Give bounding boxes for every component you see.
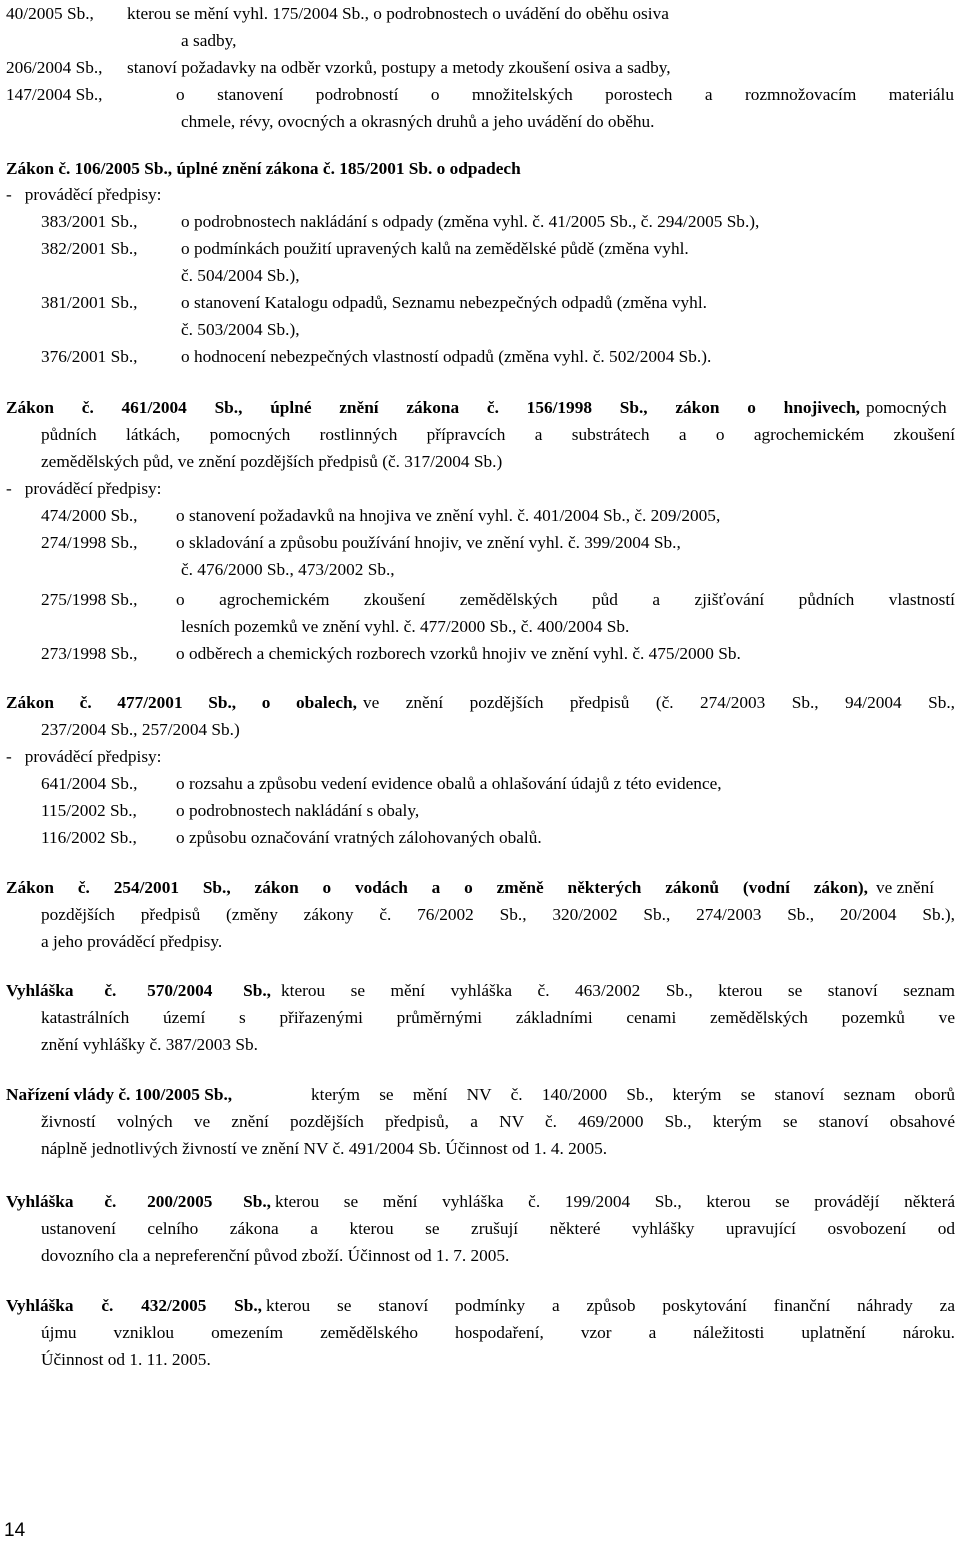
regulation-number: 116/2002 Sb.,: [41, 828, 137, 847]
law-title-rest: kterou se mění vyhláška č. 463/2002 Sb., kterou se stanoví seznam: [281, 981, 955, 1000]
list-item-continuation: [0, 613, 960, 640]
regulation-description: o hodnocení nebezpečných vlastností odpadů (změna vyhl. č. 502/2004 Sb.).: [181, 347, 712, 366]
law-title-rest: kterou se mění vyhláška č. 199/2004 Sb., kterou se provádějí některá: [275, 1192, 955, 1211]
law-description: Účinnost od 1. 11. 2005.: [41, 1350, 211, 1369]
regulation-description: o rozsahu a způsobu vedení evidence obalů a ohlašování údajů z této evidence,: [176, 774, 722, 793]
law-title: Zákon č. 461/2004 Sb., úplné znění zákona č. 156/1998 Sb., zákon o hnojivech,: [6, 398, 860, 417]
law-title-rest: kterou se stanoví podmínky a způsob poskytování finanční náhrady za: [266, 1296, 955, 1315]
regulation-description: chmele, révy, ovocných a okrasných druhů a jeho uvádění do oběhu.: [181, 112, 655, 131]
sub-heading: [0, 475, 960, 502]
regulation-description: o způsobu označování vratných zálohovaných obalů.: [176, 828, 542, 847]
law-heading: [0, 689, 960, 716]
list-item: [0, 824, 960, 851]
paragraph-line: [0, 448, 960, 475]
regulation-number: 206/2004 Sb.,: [6, 58, 103, 77]
regulation-number: 474/2000 Sb.,: [41, 506, 138, 525]
law-title: Vyhláška č. 432/2005 Sb.,: [6, 1296, 262, 1315]
law-heading: [0, 1081, 960, 1108]
list-item: [0, 0, 960, 27]
list-item: [0, 343, 960, 370]
law-title-rest: ve znění pozdějších předpisů (č. 274/2003 Sb., 94/2004 Sb.,: [363, 693, 955, 712]
list-item-continuation: [0, 262, 960, 289]
law-description: újmu vzniklou omezením zemědělského hospodaření, vzor a náležitosti uplatnění nároku.: [41, 1323, 955, 1342]
law-title: Vyhláška č. 200/2005 Sb.,: [6, 1192, 271, 1211]
regulation-number: 641/2004 Sb.,: [41, 774, 138, 793]
list-item-continuation: [0, 316, 960, 343]
implementing-regulations-label: - prováděcí předpisy:: [6, 479, 162, 498]
law-title: Zákon č. 106/2005 Sb., úplné znění zákona č. 185/2001 Sb. o odpadech: [6, 159, 521, 178]
list-item: [0, 770, 960, 797]
law-heading: [0, 155, 960, 182]
law-title: Nařízení vlády č. 100/2005 Sb.,: [6, 1085, 233, 1104]
law-title: Zákon č. 254/2001 Sb., zákon o vodách a o změně některých zákonů (vodní zákon),: [6, 878, 868, 897]
paragraph-line: [0, 1346, 960, 1373]
law-description: náplně jednotlivých živností ve znění NV č. 491/2004 Sb. Účinnost od 1. 4. 2005.: [41, 1139, 608, 1158]
list-item: [0, 797, 960, 824]
law-description: znění vyhlášky č. 387/2003 Sb.: [41, 1035, 258, 1054]
regulation-number: 115/2002 Sb.,: [41, 801, 137, 820]
regulation-number: 147/2004 Sb.,: [6, 85, 103, 104]
regulation-number: 274/1998 Sb.,: [41, 533, 138, 552]
list-item: [0, 235, 960, 262]
law-description: pozdějších předpisů (změny zákony č. 76/2002 Sb., 320/2002 Sb., 274/2003 Sb., 20/2004 Sb.),: [41, 905, 955, 924]
regulation-number: 382/2001 Sb.,: [41, 239, 138, 258]
regulation-description: č. 476/2000 Sb., 473/2002 Sb.,: [181, 560, 395, 579]
list-item: [0, 208, 960, 235]
paragraph-line: [0, 1004, 960, 1031]
sub-heading: [0, 743, 960, 770]
regulation-number: 275/1998 Sb.,: [41, 590, 138, 609]
sub-heading: [0, 181, 960, 208]
paragraph-line: [0, 716, 960, 743]
list-item: [0, 54, 960, 81]
list-item: [0, 502, 960, 529]
law-heading: [0, 977, 960, 1004]
regulation-number: 40/2005 Sb.,: [6, 4, 94, 23]
regulation-description: o odběrech a chemických rozborech vzorků hnojiv ve znění vyhl. č. 475/2000 Sb.: [176, 644, 741, 663]
paragraph-line: [0, 1108, 960, 1135]
regulation-description: stanoví požadavky na odběr vzorků, postupy a metody zkoušení osiva a sadby,: [127, 58, 671, 77]
implementing-regulations-label: - prováděcí předpisy:: [6, 185, 162, 204]
law-description: 237/2004 Sb., 257/2004 Sb.): [41, 720, 240, 739]
law-title-rest: ve znění: [876, 878, 935, 897]
law-heading: [0, 1188, 960, 1215]
law-heading: [0, 394, 960, 421]
paragraph-line: [0, 1031, 960, 1058]
list-item: [0, 529, 960, 556]
law-description: půdních látkách, pomocných rostlinných přípravcích a substrátech a o agrochemickém zkoušení: [41, 425, 955, 444]
list-item: [0, 289, 960, 316]
list-item-continuation: [0, 556, 960, 583]
law-description: katastrálních území s přiřazenými průměrnými základními cenami zemědělských pozemků ve: [41, 1008, 955, 1027]
regulation-description: o stanovení Katalogu odpadů, Seznamu nebezpečných odpadů (změna vyhl.: [181, 293, 707, 312]
regulation-description: o podrobnostech nakládání s obaly,: [176, 801, 420, 820]
regulation-description: o stanovení požadavků na hnojiva ve znění vyhl. č. 401/2004 Sb., č. 209/2005,: [176, 506, 721, 525]
law-description: ustanovení celního zákona a kterou se zrušují některé vyhlášky upravující osvobození od: [41, 1219, 955, 1238]
page-number: 14: [4, 1520, 26, 1541]
law-description: zemědělských půd, ve znění pozdějších předpisů (č. 317/2004 Sb.): [41, 452, 503, 471]
regulation-number: 383/2001 Sb.,: [41, 212, 138, 231]
law-description: a jeho prováděcí předpisy.: [41, 932, 223, 951]
implementing-regulations-label: - prováděcí předpisy:: [6, 747, 162, 766]
paragraph-line: [0, 901, 960, 928]
regulation-description: č. 504/2004 Sb.),: [181, 266, 300, 285]
regulation-description: o podmínkách použití upravených kalů na zemědělské půdě (změna vyhl.: [181, 239, 689, 258]
regulation-number: 381/2001 Sb.,: [41, 293, 138, 312]
law-heading: [0, 874, 960, 901]
law-description: dovozního cla a nepreferenční původ zboží. Účinnost od 1. 7. 2005.: [41, 1246, 510, 1265]
law-title-rest: pomocných: [866, 398, 947, 417]
list-item-continuation: [0, 108, 960, 135]
regulation-description: a sadby,: [181, 31, 237, 50]
paragraph-line: [0, 928, 960, 955]
list-item: [0, 640, 960, 667]
regulation-description: kterou se mění vyhl. 175/2004 Sb., o podrobnostech o uvádění do oběhu osiva: [127, 4, 669, 23]
regulation-description: č. 503/2004 Sb.),: [181, 320, 300, 339]
paragraph-line: [0, 421, 960, 448]
paragraph-line: [0, 1135, 960, 1162]
list-item-continuation: [0, 27, 960, 54]
regulation-number: 273/1998 Sb.,: [41, 644, 138, 663]
law-heading: [0, 1292, 960, 1319]
regulation-description: o agrochemickém zkoušení zemědělských půd a zjišťování půdních vlastností: [176, 590, 955, 609]
law-title-rest: kterým se mění NV č. 140/2000 Sb., kterým se stanoví seznam oborů: [311, 1085, 955, 1104]
list-item: [0, 81, 960, 108]
law-title: Vyhláška č. 570/2004 Sb.,: [6, 981, 271, 1000]
paragraph-line: [0, 1319, 960, 1346]
list-item: [0, 586, 960, 613]
regulation-description: lesních pozemků ve znění vyhl. č. 477/2000 Sb., č. 400/2004 Sb.: [181, 617, 630, 636]
regulation-description: o skladování a způsobu používání hnojiv, ve znění vyhl. č. 399/2004 Sb.,: [176, 533, 681, 552]
regulation-number: 376/2001 Sb.,: [41, 347, 138, 366]
paragraph-line: [0, 1215, 960, 1242]
law-title: Zákon č. 477/2001 Sb., o obalech,: [6, 693, 357, 712]
regulation-description: o stanovení podrobností o množitelských porostech a rozmnožovacím materiálu: [176, 85, 954, 104]
paragraph-line: [0, 1242, 960, 1269]
regulation-description: o podrobnostech nakládání s odpady (změna vyhl. č. 41/2005 Sb., č. 294/2005 Sb.),: [181, 212, 760, 231]
law-description: živností volných ve znění pozdějších předpisů, a NV č. 469/2000 Sb., kterým se stanoví obsahové: [41, 1112, 955, 1131]
